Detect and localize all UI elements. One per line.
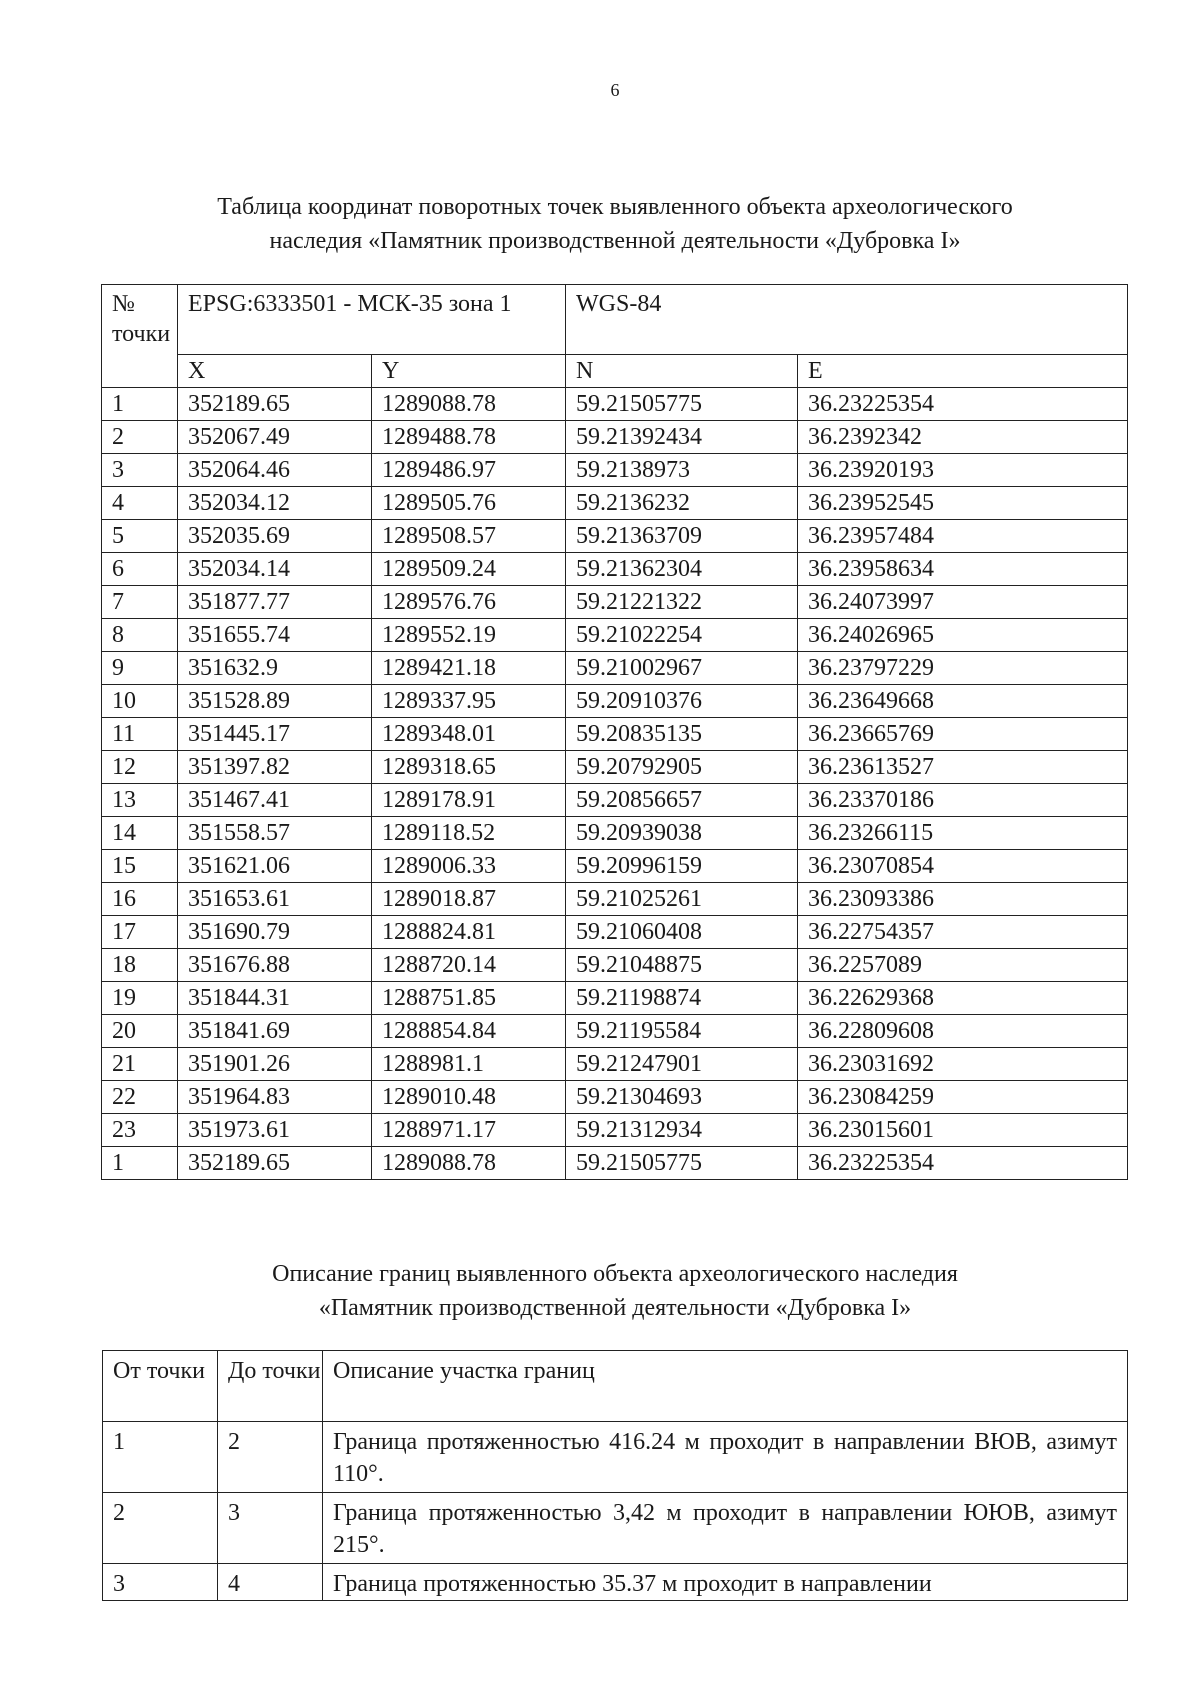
cell-e: 36.23958634: [798, 553, 1128, 586]
cell-point-number: 21: [102, 1048, 178, 1081]
cell-x: 351973.61: [178, 1114, 372, 1147]
table-row: [102, 751, 1128, 784]
cell-y: 1289337.95: [372, 685, 566, 718]
cell-point-number: 17: [102, 916, 178, 949]
cell-point-number: 6: [102, 553, 178, 586]
cell-y: 1289118.52: [372, 817, 566, 850]
cell-point-number: 15: [102, 850, 178, 883]
cell-point-number: 22: [102, 1081, 178, 1114]
cell-y: 1288854.84: [372, 1015, 566, 1048]
table-row: [103, 1564, 1128, 1601]
cell-n: 59.20835135: [566, 718, 798, 751]
cell-e: 36.23015601: [798, 1114, 1128, 1147]
cell-y: 1289088.78: [372, 1147, 566, 1180]
boundaries-description-table: [102, 1350, 1128, 1601]
cell-n: 59.21221322: [566, 586, 798, 619]
cell-e: 36.23070854: [798, 850, 1128, 883]
cell-x: 351964.83: [178, 1081, 372, 1114]
cell-point-number: 13: [102, 784, 178, 817]
header-from-point: От точки: [103, 1351, 218, 1422]
cell-y: 1289508.57: [372, 520, 566, 553]
cell-e: 36.23665769: [798, 718, 1128, 751]
boundaries-description-caption: [100, 1257, 1130, 1325]
cell-e: 36.23031692: [798, 1048, 1128, 1081]
cell-e: 36.23084259: [798, 1081, 1128, 1114]
cell-e: 36.23957484: [798, 520, 1128, 553]
cell-e: 36.22754357: [798, 916, 1128, 949]
cell-x: 351877.77: [178, 586, 372, 619]
cell-point-number: 18: [102, 949, 178, 982]
cell-point-number: 9: [102, 652, 178, 685]
cell-e: 36.23797229: [798, 652, 1128, 685]
cell-y: 1289505.76: [372, 487, 566, 520]
table-row: [102, 949, 1128, 982]
cell-point-number: 12: [102, 751, 178, 784]
table-row: [102, 454, 1128, 487]
cell-x: 351558.57: [178, 817, 372, 850]
cell-to-point: 2: [218, 1422, 323, 1493]
cell-point-number: 11: [102, 718, 178, 751]
cell-e: 36.23225354: [798, 388, 1128, 421]
header-x: X: [178, 355, 372, 388]
table-row: [102, 817, 1128, 850]
cell-y: 1288751.85: [372, 982, 566, 1015]
cell-n: 59.21022254: [566, 619, 798, 652]
table-row: [102, 916, 1128, 949]
cell-x: 351655.74: [178, 619, 372, 652]
table-row: [102, 784, 1128, 817]
cell-y: 1289488.78: [372, 421, 566, 454]
cell-x: 351690.79: [178, 916, 372, 949]
cell-x: 351467.41: [178, 784, 372, 817]
cell-x: 351653.61: [178, 883, 372, 916]
cell-description: Граница протяженностью 3,42 м проходит в направлении ЮЮВ, азимут 215°.: [323, 1493, 1128, 1564]
table-row: [102, 1081, 1128, 1114]
cell-e: 36.2257089: [798, 949, 1128, 982]
cell-y: 1289509.24: [372, 553, 566, 586]
cell-n: 59.21362304: [566, 553, 798, 586]
cell-x: 352067.49: [178, 421, 372, 454]
cell-point-number: 5: [102, 520, 178, 553]
coordinates-table: [101, 284, 1128, 1180]
cell-e: 36.23225354: [798, 1147, 1128, 1180]
cell-x: 351841.69: [178, 1015, 372, 1048]
cell-to-point: 4: [218, 1564, 323, 1601]
table-row: [102, 586, 1128, 619]
cell-y: 1289006.33: [372, 850, 566, 883]
cell-e: 36.23266115: [798, 817, 1128, 850]
cell-n: 59.21025261: [566, 883, 798, 916]
cell-y: 1289088.78: [372, 388, 566, 421]
cell-y: 1289018.87: [372, 883, 566, 916]
header-description: Описание участка границ: [323, 1351, 1128, 1422]
cell-point-number: 1: [102, 1147, 178, 1180]
cell-point-number: 16: [102, 883, 178, 916]
cell-e: 36.22809608: [798, 1015, 1128, 1048]
caption-line: Описание границ выявленного объекта археологического наследия: [272, 1261, 958, 1287]
table-row: [102, 718, 1128, 751]
cell-e: 36.23649668: [798, 685, 1128, 718]
table-row: [102, 982, 1128, 1015]
cell-to-point: 3: [218, 1493, 323, 1564]
cell-y: 1288971.17: [372, 1114, 566, 1147]
cell-y: 1288824.81: [372, 916, 566, 949]
cell-x: 351397.82: [178, 751, 372, 784]
table-row: [102, 883, 1128, 916]
header-n: N: [566, 355, 798, 388]
cell-x: 352034.12: [178, 487, 372, 520]
cell-n: 59.21247901: [566, 1048, 798, 1081]
cell-description: Граница протяженностью 35.37 м проходит в направлении: [323, 1564, 1128, 1601]
table-row: [102, 553, 1128, 586]
cell-n: 59.21312934: [566, 1114, 798, 1147]
caption-line: наследия «Памятник производственной деятельности «Дубровка I»: [269, 228, 961, 254]
cell-n: 59.20856657: [566, 784, 798, 817]
cell-x: 352034.14: [178, 553, 372, 586]
cell-point-number: 19: [102, 982, 178, 1015]
cell-description: Граница протяженностью 416.24 м проходит в направлении ВЮВ, азимут 110°.: [323, 1422, 1128, 1493]
cell-e: 36.23093386: [798, 883, 1128, 916]
cell-x: 351445.17: [178, 718, 372, 751]
cell-y: 1289010.48: [372, 1081, 566, 1114]
cell-e: 36.22629368: [798, 982, 1128, 1015]
cell-e: 36.23370186: [798, 784, 1128, 817]
cell-y: 1289348.01: [372, 718, 566, 751]
cell-x: 352035.69: [178, 520, 372, 553]
cell-n: 59.2138973: [566, 454, 798, 487]
cell-point-number: 14: [102, 817, 178, 850]
cell-from-point: 2: [103, 1493, 218, 1564]
cell-n: 59.21304693: [566, 1081, 798, 1114]
table-row: [102, 421, 1128, 454]
cell-y: 1289552.19: [372, 619, 566, 652]
cell-x: 351844.31: [178, 982, 372, 1015]
cell-y: 1289421.18: [372, 652, 566, 685]
cell-point-number: 7: [102, 586, 178, 619]
header-msk-group: EPSG:6333501 - МСК-35 зона 1: [178, 285, 566, 355]
table-row: [102, 487, 1128, 520]
coordinates-table-caption: [100, 190, 1130, 258]
cell-n: 59.21048875: [566, 949, 798, 982]
table-row: [102, 1147, 1128, 1180]
cell-x: 352064.46: [178, 454, 372, 487]
cell-y: 1289486.97: [372, 454, 566, 487]
cell-y: 1289178.91: [372, 784, 566, 817]
table-row: [102, 520, 1128, 553]
page-number: 6: [610, 80, 620, 100]
table-row: [103, 1493, 1128, 1564]
cell-point-number: 4: [102, 487, 178, 520]
cell-n: 59.20996159: [566, 850, 798, 883]
cell-point-number: 8: [102, 619, 178, 652]
cell-point-number: 1: [102, 388, 178, 421]
cell-y: 1288981.1: [372, 1048, 566, 1081]
table-row: [102, 388, 1128, 421]
table-row: [103, 1422, 1128, 1493]
cell-from-point: 1: [103, 1422, 218, 1493]
cell-n: 59.21002967: [566, 652, 798, 685]
cell-x: 352189.65: [178, 1147, 372, 1180]
header-wgs-group: WGS-84: [566, 285, 1128, 355]
cell-x: 352189.65: [178, 388, 372, 421]
table-row: [102, 652, 1128, 685]
cell-n: 59.21060408: [566, 916, 798, 949]
cell-e: 36.24026965: [798, 619, 1128, 652]
cell-n: 59.21198874: [566, 982, 798, 1015]
cell-x: 351901.26: [178, 1048, 372, 1081]
table-row: [102, 1015, 1128, 1048]
cell-y: 1289576.76: [372, 586, 566, 619]
table-header-row: [103, 1351, 1128, 1422]
cell-e: 36.23952545: [798, 487, 1128, 520]
table-header-row: [102, 355, 1128, 388]
cell-y: 1289318.65: [372, 751, 566, 784]
table-row: [102, 619, 1128, 652]
cell-n: 59.21195584: [566, 1015, 798, 1048]
cell-e: 36.24073997: [798, 586, 1128, 619]
cell-point-number: 2: [102, 421, 178, 454]
cell-point-number: 23: [102, 1114, 178, 1147]
header-y: Y: [372, 355, 566, 388]
header-point-number: № точки: [102, 285, 178, 388]
table-header-row: [102, 285, 1128, 355]
cell-from-point: 3: [103, 1564, 218, 1601]
cell-y: 1288720.14: [372, 949, 566, 982]
caption-line: «Памятник производственной деятельности «Дубровка I»: [318, 1295, 912, 1321]
caption-line: Таблица координат поворотных точек выявленного объекта археологического: [217, 194, 1013, 220]
cell-x: 351632.9: [178, 652, 372, 685]
header-to-point: До точки: [218, 1351, 323, 1422]
cell-n: 59.20792905: [566, 751, 798, 784]
cell-n: 59.20910376: [566, 685, 798, 718]
cell-point-number: 3: [102, 454, 178, 487]
table-row: [102, 1048, 1128, 1081]
cell-e: 36.23613527: [798, 751, 1128, 784]
cell-x: 351676.88: [178, 949, 372, 982]
cell-point-number: 10: [102, 685, 178, 718]
cell-e: 36.2392342: [798, 421, 1128, 454]
cell-point-number: 20: [102, 1015, 178, 1048]
cell-n: 59.21392434: [566, 421, 798, 454]
cell-n: 59.21505775: [566, 1147, 798, 1180]
table-row: [102, 685, 1128, 718]
table-row: [102, 1114, 1128, 1147]
cell-e: 36.23920193: [798, 454, 1128, 487]
cell-n: 59.20939038: [566, 817, 798, 850]
cell-x: 351621.06: [178, 850, 372, 883]
cell-x: 351528.89: [178, 685, 372, 718]
header-e: E: [798, 355, 1128, 388]
cell-n: 59.2136232: [566, 487, 798, 520]
cell-n: 59.21505775: [566, 388, 798, 421]
cell-n: 59.21363709: [566, 520, 798, 553]
table-row: [102, 850, 1128, 883]
